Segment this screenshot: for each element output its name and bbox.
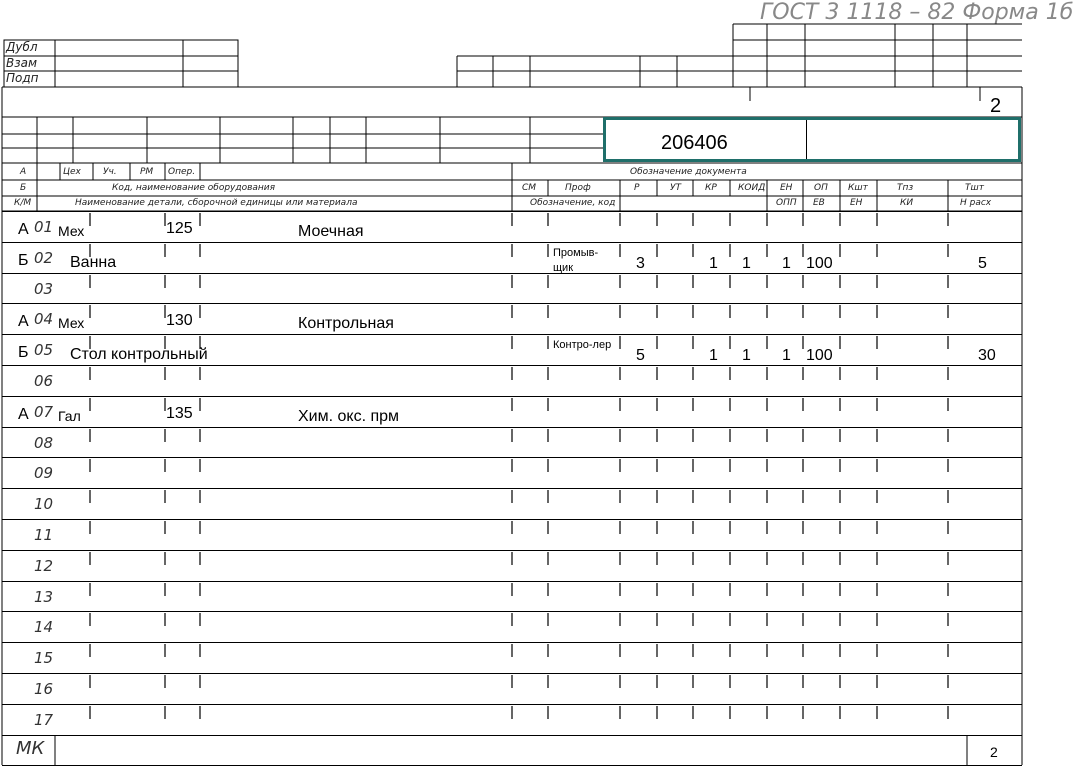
row-num: 15	[34, 649, 54, 667]
col-doc-label: Обозначение документа	[630, 167, 747, 177]
row-num: 12	[34, 557, 54, 575]
col-tsht-label: Тшт	[965, 183, 984, 193]
col-tpz-label: Тпз	[897, 183, 914, 193]
col-km-label: К/М	[14, 198, 32, 208]
row-name: Хим. окс. прм	[298, 408, 400, 425]
row-num: 13	[34, 588, 54, 606]
col-oper-label: Опер.	[168, 167, 196, 177]
col-ut-label: УТ	[670, 183, 681, 193]
row-num: 02	[34, 249, 54, 267]
row-kr: 1	[709, 347, 718, 364]
col-ksht-label: Кшт	[848, 183, 868, 193]
row-num: 04	[34, 310, 54, 328]
col-uch-label: Уч.	[103, 167, 117, 177]
side-label-vzam: Взам	[6, 56, 38, 70]
row-kr: 1	[709, 255, 718, 272]
row-num: 10	[34, 495, 54, 513]
col-op-label: ОП	[814, 183, 828, 193]
row-type: А	[18, 313, 29, 330]
col-kr-label: КР	[705, 183, 717, 193]
row-equipment: Ванна	[70, 254, 117, 271]
col-r-label: Р	[634, 183, 640, 193]
col-ki-label: КИ	[900, 198, 914, 208]
row-num: 17	[34, 711, 54, 729]
row-tseh: Мех	[58, 223, 85, 239]
row-op: 100	[806, 255, 833, 272]
row-num: 11	[34, 526, 54, 544]
col-a-label: А	[20, 167, 27, 177]
row-en: 1	[782, 347, 791, 364]
row-koid: 1	[742, 347, 751, 364]
row-op: 100	[806, 347, 833, 364]
col-tseh-label: Цех	[63, 167, 81, 177]
page-number-top: 2	[990, 95, 1002, 117]
col-opp-label: ОПП	[776, 198, 797, 208]
row-num: 07	[34, 403, 54, 421]
row-equipment: Стол контрольный	[70, 346, 208, 363]
col-sm-label: СМ	[522, 183, 537, 193]
row-type: А	[18, 221, 29, 238]
row-num: 08	[34, 434, 54, 452]
col-rm-label: РМ	[140, 167, 154, 177]
row-num: 14	[34, 618, 54, 636]
row-name: Моечная	[298, 223, 364, 240]
col-detail-label: Наименование детали, сборочной единицы или материала	[75, 198, 358, 208]
row-oper: 130	[166, 312, 193, 329]
row-num: 16	[34, 680, 54, 698]
col-equipment-label: Код, наименование оборудования	[112, 183, 276, 193]
form-title: ГОСТ 3 1118 – 82 Форма 1б	[760, 0, 1073, 25]
row-r: 5	[636, 347, 645, 364]
row-prof: Контро-лер	[553, 339, 612, 351]
col-koid-label: КОИД	[738, 183, 766, 193]
row-prof: Промыв-щик	[553, 247, 599, 274]
row-oper: 135	[166, 405, 193, 422]
col-nrash-label: Н расх	[960, 198, 992, 208]
page-number-bottom: 2	[990, 744, 998, 760]
mk-label: МК	[16, 738, 45, 759]
row-type: Б	[18, 344, 29, 361]
row-num: 03	[34, 280, 54, 298]
row-num: 06	[34, 372, 54, 390]
col-en2-label: ЕН	[850, 198, 863, 208]
col-ev-label: ЕВ	[813, 198, 825, 208]
row-num: 01	[34, 218, 54, 236]
row-type: А	[18, 406, 29, 423]
col-en-label: ЕН	[780, 183, 793, 193]
row-tsht: 30	[978, 347, 996, 364]
row-r: 3	[636, 255, 645, 272]
code-box-divider	[806, 120, 807, 159]
row-en: 1	[782, 255, 791, 272]
document-code: 206406	[661, 132, 728, 154]
row-tsht: 5	[978, 255, 987, 272]
col-code-label: Обозначение, код	[530, 198, 616, 208]
side-label-podp: Подп	[6, 71, 39, 85]
row-type: Б	[18, 252, 29, 269]
row-num: 09	[34, 464, 54, 482]
row-name: Контрольная	[298, 315, 394, 332]
side-label-dubl: Дубл	[6, 40, 38, 54]
document-code-box	[603, 117, 1021, 162]
row-tseh: Гал	[58, 408, 81, 424]
row-koid: 1	[742, 255, 751, 272]
col-prof-label: Проф	[565, 183, 591, 193]
row-num: 05	[34, 341, 54, 359]
row-oper: 125	[166, 220, 193, 237]
row-tseh: Мех	[58, 315, 85, 331]
col-b-label: Б	[20, 183, 27, 193]
